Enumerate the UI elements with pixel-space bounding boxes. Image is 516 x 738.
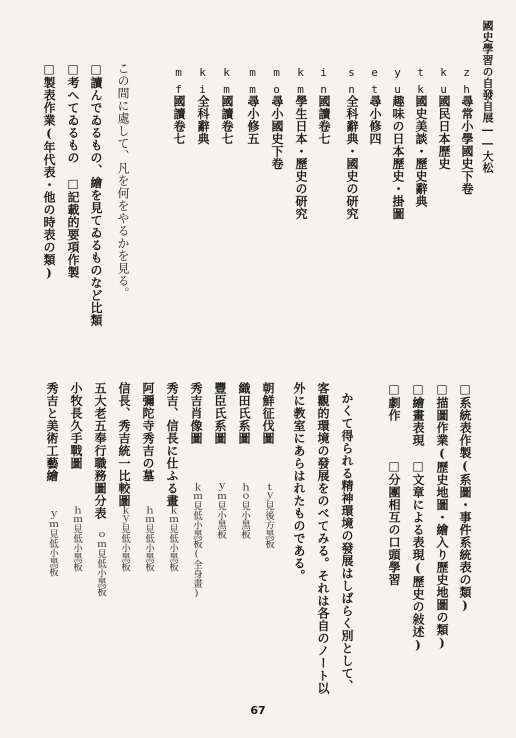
exhibit-title: 豐臣氏系圖 — [213, 382, 227, 445]
student-code: yu — [391, 66, 404, 100]
exhibit-title: 五大老五奉行職務圖分表 — [93, 382, 107, 520]
paragraph-line: 外に教室にあらはれたものである。 — [292, 382, 306, 582]
exhibit-note: ｙｍ見低小黑板 — [47, 510, 58, 577]
activity-item: □劇作 □分團相互の口頭學習 — [387, 382, 401, 586]
exhibit-note: ｈｏ見小黑板 — [239, 482, 250, 539]
upper-note: □讀んでゐるもの、繪を見てゐるものなど比類 — [89, 62, 103, 327]
exhibit-note: ｈｍ見低小黑板 — [71, 505, 82, 572]
paragraph-line: かくて得られる精神環境の發展はしばらく別として、 — [340, 392, 354, 692]
upper-note: □考へてゐるもの □記載的要項作製 — [66, 62, 80, 279]
exhibit-title: 阿彌陀寺秀吉の墓 — [141, 382, 155, 482]
upper-entry: 尋小修五 — [246, 95, 260, 145]
upper-entry: 國民日本歷史 — [437, 95, 451, 170]
exhibit-title: 小牧長久手戰圖 — [69, 382, 83, 470]
exhibit-note: ｋｍ見低小黑板(全身畫) — [191, 482, 202, 599]
upper-entry: 國史美談・歷史辭典 — [414, 95, 428, 208]
exhibit-title: 信長、秀吉統一比較圖 — [117, 382, 131, 507]
exhibit-note: ｋｍ見低小黑板 — [167, 505, 178, 572]
upper-entry: 學生日本・歷史の研究 — [294, 95, 308, 220]
upper-entry: 全科辭典・國史の研究 — [345, 95, 359, 220]
exhibit-title: 織田氏系圖 — [237, 382, 251, 445]
student-code: km — [294, 66, 307, 100]
upper-note: □製表作業(年代表・他の時表の類) — [42, 62, 56, 281]
student-code: zh — [460, 66, 473, 100]
exhibit-title: 秀吉、信長に仕ふる畫 — [165, 382, 179, 507]
exhibit-title: 朝鮮征伐圖 — [261, 382, 275, 445]
activity-item: □系統表作製(系圖・事件系統表の類) — [458, 382, 472, 613]
upper-entry: 國讀卷七 — [172, 95, 186, 145]
exhibit-note: ｏｍ見低小黑板 — [95, 530, 106, 597]
exhibit-note: ｈｍ見低小黑板 — [143, 505, 154, 572]
upper-entry: 國讀卷七 — [220, 95, 234, 145]
exhibit-note: ｔｙ見後方黑板 — [263, 482, 274, 549]
student-code: ku — [437, 66, 450, 100]
upper-entry: 國讀卷七 — [317, 95, 331, 145]
exhibit-note: ｋｙ見低小黑板 — [119, 505, 130, 572]
student-code: mo — [270, 66, 283, 100]
upper-entry: 尋小國史下卷 — [270, 95, 284, 170]
exhibit-title: 秀吉と美術工藝繪 — [45, 382, 59, 482]
student-code: sn — [345, 66, 358, 100]
upper-note: この間に處して、凡を何をやるかを見る。 — [116, 62, 130, 300]
student-code: et — [368, 66, 381, 100]
activity-item: □描圖作業(歷史地圖・繪入り歷史地圖の類) — [435, 382, 449, 651]
upper-entry: 尋小修四 — [368, 95, 382, 145]
student-code: mf — [172, 66, 185, 100]
exhibit-note: ｙｍ見小黑板 — [215, 482, 226, 539]
upper-entry: 尋常小學國史下卷 — [460, 95, 474, 195]
student-code: mm — [246, 66, 259, 100]
student-code: tk — [414, 66, 427, 100]
exhibit-title: 秀吉肖像圖 — [189, 382, 203, 445]
upper-entry: 全科辭典 — [196, 95, 210, 145]
student-code: km — [220, 66, 233, 100]
student-code: ki — [196, 66, 209, 100]
paragraph-line: 客觀的環境の發展をのべてみる。それは各自のノート以 — [316, 382, 330, 695]
page-number: 67 — [250, 704, 266, 717]
running-header: 國史學習の自發自展――大松 — [481, 20, 494, 174]
activity-item: □繪畫表現 □文章による表現(歷史の敍述) — [411, 382, 425, 653]
upper-entry: 趣味の日本歷史・掛圖 — [391, 95, 405, 220]
student-code: in — [317, 66, 330, 100]
